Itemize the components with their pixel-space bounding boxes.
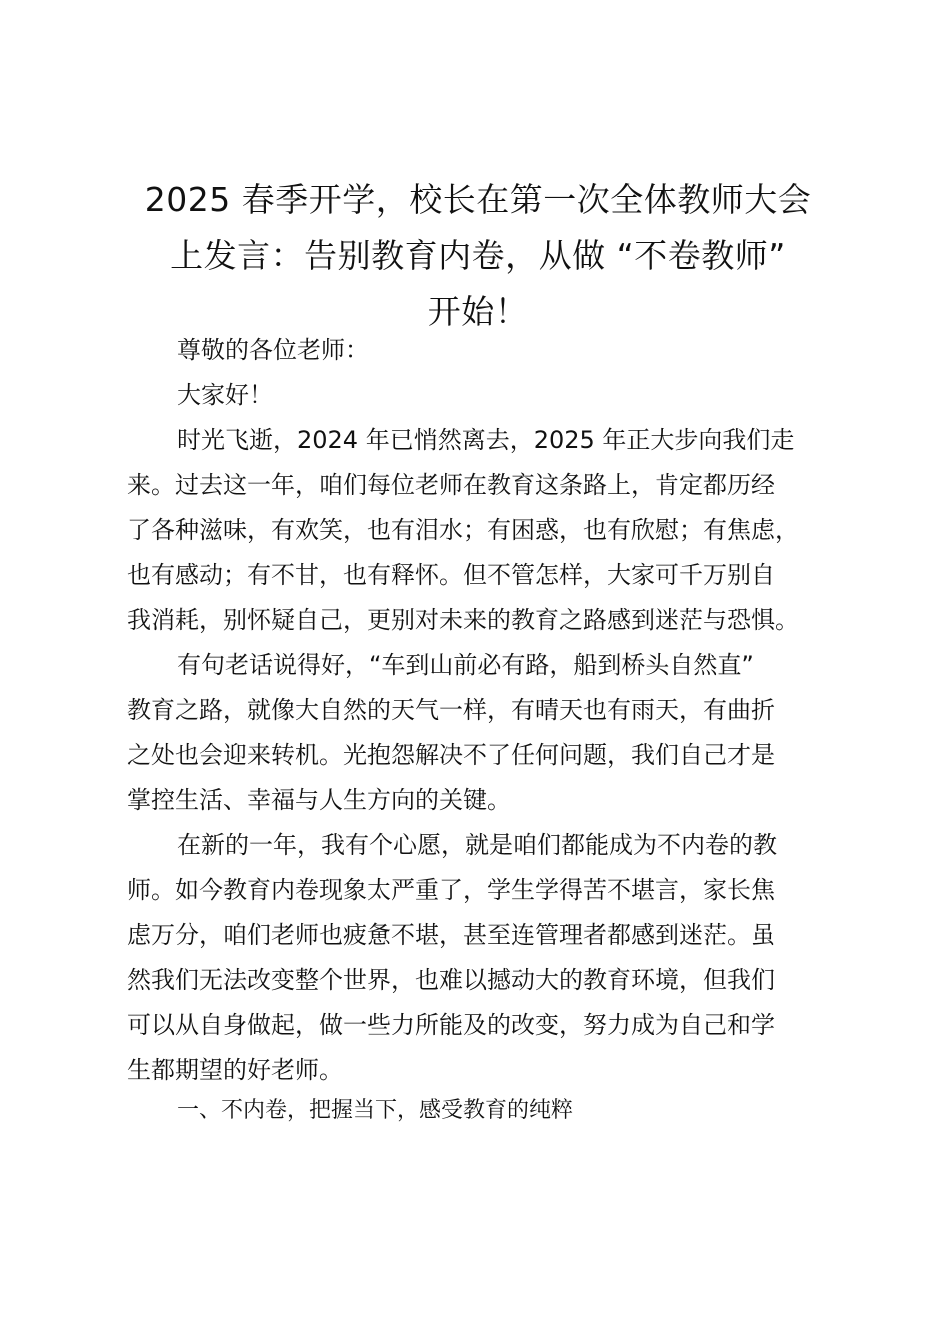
paragraph-line: 师。如今教育内卷现象太严重了，学生学得苦不堪言，家长焦: [127, 876, 775, 904]
paragraph-line: 有句老话说得好，“车到山前必有路，船到桥头自然直”: [177, 651, 754, 679]
paragraph: [127, 643, 837, 823]
paragraph-line: 在新的一年，我有个心愿，就是咱们都能成为不内卷的教: [177, 831, 777, 859]
document-body: [127, 328, 837, 1093]
paragraph-line: 我消耗，别怀疑自己，更别对未来的教育之路感到迷茫与恐惧。: [127, 606, 799, 634]
salutation-text: 尊敬的各位老师：: [177, 336, 369, 364]
greeting-text: 大家好！: [177, 381, 273, 409]
title-line: 开始！: [427, 292, 529, 331]
paragraph-line: 虑万分，咱们老师也疲惫不堪，甚至连管理者都感到迷茫。虽: [127, 921, 775, 949]
document-title: [118, 172, 838, 340]
paragraph-line: 掌控生活、幸福与人生方向的关键。: [127, 786, 511, 814]
paragraph-line: 了各种滋味，有欢笑，也有泪水；有困惑，也有欣慰；有焦虑，: [127, 516, 799, 544]
paragraph-line: 然我们无法改变整个世界，也难以撼动大的教育环境，但我们: [127, 966, 775, 994]
paragraph-line: 也有感动；有不甘，也有释怀。但不管怎样，大家可千万别自: [127, 561, 775, 589]
paragraph-line: 之处也会迎来转机。光抱怨解决不了任何问题，我们自己才是: [127, 741, 775, 769]
salutation: [127, 328, 837, 373]
paragraph-line: 时光飞逝，2024 年已悄然离去，2025 年正大步向我们走: [177, 426, 795, 454]
title-line: 上发言：告别教育内卷，从做 “不卷教师”: [170, 236, 786, 275]
greeting: [127, 373, 837, 418]
paragraph-line: 生都期望的好老师。: [127, 1056, 343, 1084]
paragraph-line: 教育之路，就像大自然的天气一样，有晴天也有雨天，有曲折: [127, 696, 775, 724]
paragraph-line: 来。过去这一年，咱们每位老师在教育这条路上，肯定都历经: [127, 471, 775, 499]
paragraph-line: 可以从自身做起，做一些力所能及的改变，努力成为自己和学: [127, 1011, 775, 1039]
paragraph: [127, 418, 837, 643]
section-heading: 一、不内卷，把握当下，感受教育的纯粹: [177, 1098, 574, 1123]
paragraph: [127, 823, 837, 1093]
title-line: 2025 春季开学，校长在第一次全体教师大会: [144, 180, 812, 219]
